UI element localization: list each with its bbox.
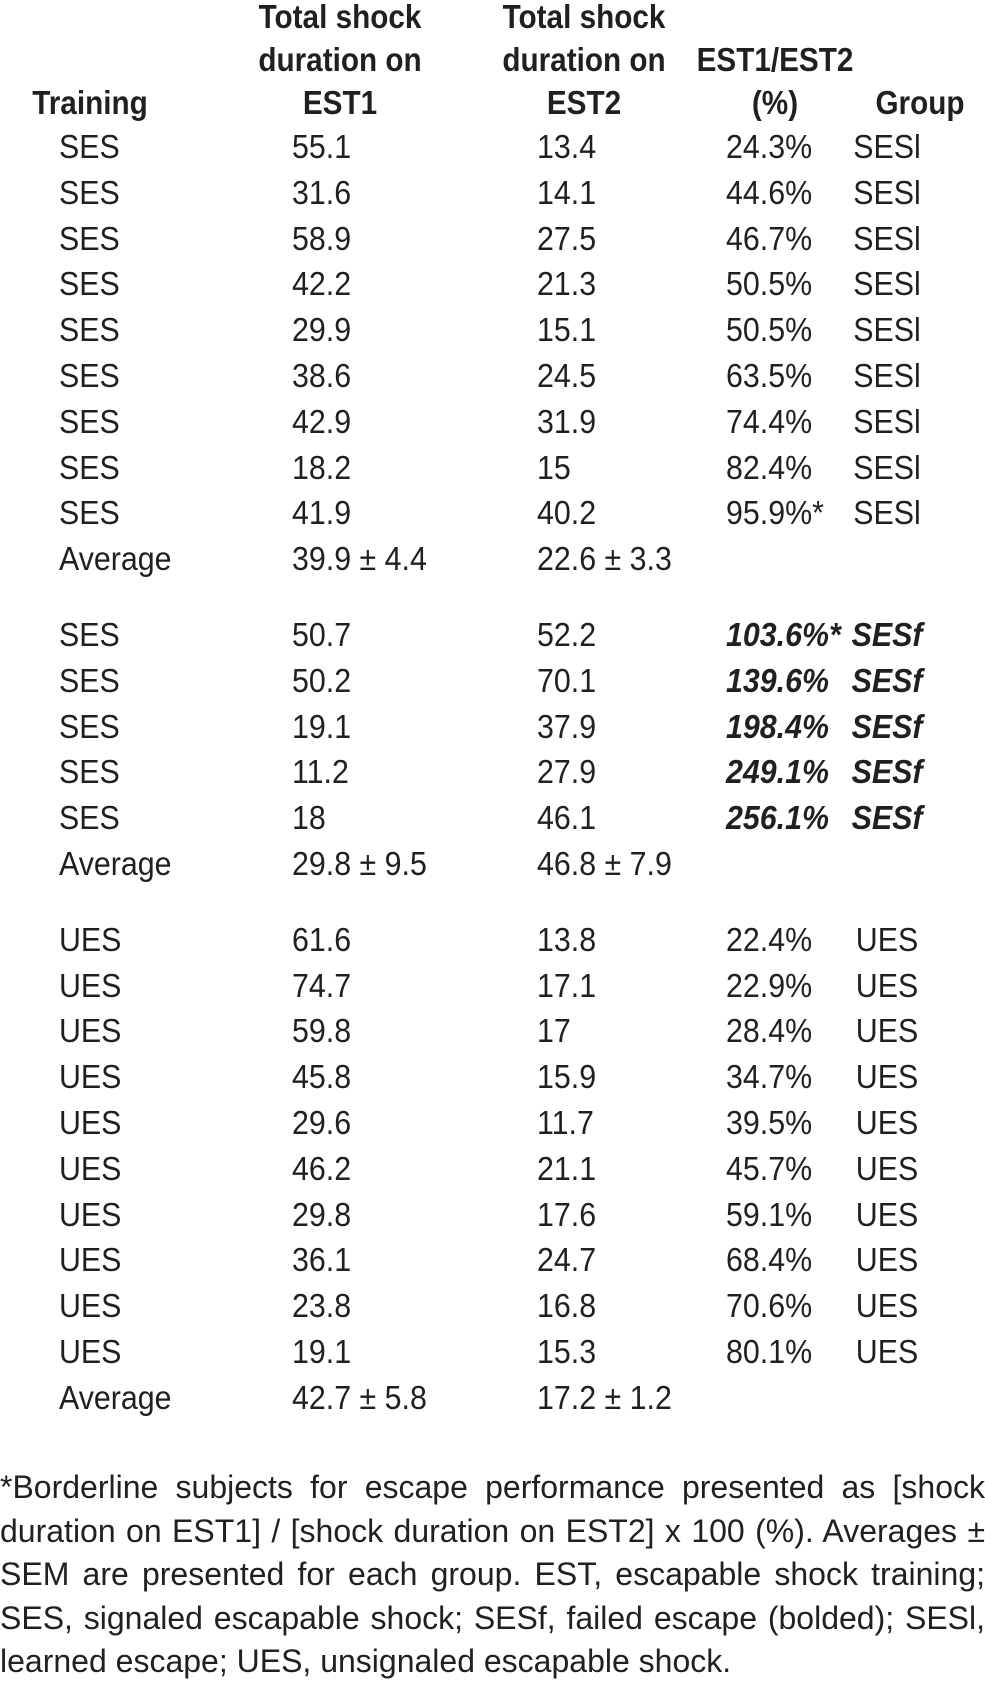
ratio-cell: 198.4% <box>726 707 829 745</box>
est1-cell: 58.9 <box>292 219 352 257</box>
est2-cell: 13.4 <box>537 128 597 165</box>
ratio-cell: 50.5% <box>726 265 813 303</box>
group-cell: UES <box>855 966 919 1004</box>
group-cell: SESf <box>851 799 923 837</box>
est2-cell: 52.2 <box>537 615 597 653</box>
header-group: Group <box>875 84 965 121</box>
est1-cell: 11.2 <box>292 753 349 791</box>
table-row <box>0 795 985 841</box>
est2-cell: 27.9 <box>537 753 597 791</box>
table-row <box>0 124 985 170</box>
group-cell: UES <box>855 1149 919 1187</box>
ratio-cell: 39.5% <box>726 1103 813 1141</box>
training-cell: UES <box>59 1287 122 1325</box>
average-est2: 22.6 ± 3.3 <box>537 540 672 578</box>
est1-cell: 61.6 <box>292 920 352 958</box>
table-row <box>0 307 985 353</box>
est1-cell: 41.9 <box>292 494 352 532</box>
table-row <box>0 216 985 262</box>
table-row <box>0 1283 985 1329</box>
section-gap <box>0 582 985 612</box>
group-cell: SESl <box>853 128 921 165</box>
table-row <box>0 1054 985 1100</box>
table-body <box>0 124 985 1421</box>
ratio-cell: 22.4% <box>726 920 813 958</box>
est2-cell: 31.9 <box>537 402 597 440</box>
training-cell: SES <box>59 615 120 653</box>
group-cell: SESf <box>851 753 923 791</box>
ratio-cell: 82.4% <box>726 448 813 486</box>
header-training: Training <box>32 84 148 121</box>
table-header <box>0 0 985 124</box>
ratio-cell: 63.5% <box>726 356 813 394</box>
training-cell: SES <box>59 753 120 791</box>
table-row <box>0 1237 985 1283</box>
group-cell: SESl <box>853 448 921 486</box>
training-cell: SES <box>59 661 120 699</box>
est2-cell: 24.5 <box>537 356 597 394</box>
est2-cell: 21.1 <box>537 1149 597 1187</box>
group-cell: SESl <box>853 265 921 303</box>
training-cell: SES <box>59 128 120 165</box>
training-cell: UES <box>59 920 122 958</box>
est2-cell: 13.8 <box>537 920 597 958</box>
average-label: Average <box>59 844 172 882</box>
est1-cell: 50.2 <box>292 661 352 699</box>
ratio-cell: 70.6% <box>726 1287 813 1325</box>
average-label: Average <box>59 540 172 578</box>
average-est1: 42.7 ± 5.8 <box>292 1378 427 1416</box>
group-cell: SESf <box>851 707 923 745</box>
est2-cell: 46.1 <box>537 799 597 837</box>
ratio-cell: 22.9% <box>726 966 813 1004</box>
est2-cell: 24.7 <box>537 1241 597 1279</box>
est1-cell: 18.2 <box>292 448 352 486</box>
est2-cell: 15.9 <box>537 1058 597 1096</box>
table-row <box>0 1192 985 1238</box>
header-ratio: EST1/EST2 (%) <box>696 41 854 121</box>
est1-cell: 23.8 <box>292 1287 352 1325</box>
est1-cell: 55.1 <box>292 128 352 165</box>
training-cell: SES <box>59 402 120 440</box>
table-row <box>0 658 985 704</box>
group-cell: UES <box>855 1058 919 1096</box>
header-est2: Total shock duration on EST2 <box>502 0 666 121</box>
ratio-cell: 80.1% <box>726 1332 813 1370</box>
group-cell: SESl <box>853 173 921 211</box>
group-cell: SESl <box>853 402 921 440</box>
average-label: Average <box>59 1378 172 1416</box>
est1-cell: 19.1 <box>292 707 352 745</box>
table-row <box>0 490 985 536</box>
training-cell: SES <box>59 494 120 532</box>
group-cell: UES <box>855 1103 919 1141</box>
ratio-cell: 249.1% <box>726 753 829 791</box>
group-cell: SESl <box>853 219 921 257</box>
group-cell: SESl <box>853 356 921 394</box>
training-cell: UES <box>59 1195 122 1233</box>
est2-cell: 70.1 <box>537 661 597 699</box>
average-row <box>0 841 985 887</box>
ratio-cell: 103.6%* <box>726 615 841 653</box>
table-row <box>0 749 985 795</box>
ratio-cell: 34.7% <box>726 1058 813 1096</box>
training-cell: UES <box>59 1012 122 1050</box>
ratio-cell: 50.5% <box>726 311 813 349</box>
group-cell: SESf <box>851 615 923 653</box>
table-row <box>0 170 985 216</box>
table-row <box>0 1329 985 1375</box>
est1-cell: 45.8 <box>292 1058 352 1096</box>
group-cell: SESl <box>853 311 921 349</box>
table-row <box>0 399 985 445</box>
training-cell: UES <box>59 1103 122 1141</box>
table-row <box>0 353 985 399</box>
est1-cell: 29.9 <box>292 311 352 349</box>
group-cell: UES <box>855 920 919 958</box>
table-row <box>0 1008 985 1054</box>
est1-cell: 42.2 <box>292 265 352 303</box>
est1-cell: 18 <box>292 799 326 837</box>
training-cell: SES <box>59 311 120 349</box>
training-cell: SES <box>59 173 120 211</box>
est2-cell: 37.9 <box>537 707 597 745</box>
est2-cell: 21.3 <box>537 265 597 303</box>
average-est1: 39.9 ± 4.4 <box>292 540 427 578</box>
ratio-cell: 44.6% <box>726 173 813 211</box>
average-est2: 17.2 ± 1.2 <box>537 1378 672 1416</box>
ratio-cell: 46.7% <box>726 219 813 257</box>
table-footnote: *Borderline subjects for escape performance presented as [shock duration on EST1] / [shock duration on EST2] x 100 (%). Averages ± SEM are presented for each group. EST, escapable shock training; SES, signaled escapable shock; SESf, failed escape (bolded); SESl, learned escape; UES, unsignaled escapable shock. <box>0 1469 985 1679</box>
ratio-cell: 59.1% <box>726 1195 813 1233</box>
table-row <box>0 445 985 491</box>
training-cell: SES <box>59 219 120 257</box>
est1-cell: 42.9 <box>292 402 352 440</box>
training-cell: SES <box>59 799 120 837</box>
average-est2: 46.8 ± 7.9 <box>537 844 672 882</box>
table-row <box>0 704 985 750</box>
group-cell: SESf <box>851 661 923 699</box>
ratio-cell: 139.6% <box>726 661 829 699</box>
training-cell: SES <box>59 707 120 745</box>
est1-cell: 38.6 <box>292 356 352 394</box>
est2-cell: 17 <box>537 1012 571 1050</box>
est2-cell: 14.1 <box>537 173 597 211</box>
training-cell: SES <box>59 265 120 303</box>
est1-cell: 36.1 <box>292 1241 352 1279</box>
group-cell: UES <box>855 1241 919 1279</box>
group-cell: UES <box>855 1332 919 1370</box>
est2-cell: 17.6 <box>537 1195 597 1233</box>
average-row <box>0 536 985 582</box>
ratio-cell: 95.9%* <box>726 494 824 532</box>
table-row <box>0 1100 985 1146</box>
est1-cell: 74.7 <box>292 966 352 1004</box>
ratio-cell: 28.4% <box>726 1012 813 1050</box>
est2-cell: 15 <box>537 448 571 486</box>
group-cell: UES <box>855 1287 919 1325</box>
est1-cell: 29.8 <box>292 1195 352 1233</box>
training-cell: UES <box>59 1058 122 1096</box>
est1-cell: 50.7 <box>292 615 352 653</box>
group-cell: UES <box>855 1012 919 1050</box>
training-cell: UES <box>59 1149 122 1187</box>
average-est1: 29.8 ± 9.5 <box>292 844 427 882</box>
ratio-cell: 45.7% <box>726 1149 813 1187</box>
table-row <box>0 612 985 658</box>
est1-cell: 59.8 <box>292 1012 352 1050</box>
est1-cell: 31.6 <box>292 173 352 211</box>
table-row <box>0 917 985 963</box>
est2-cell: 16.8 <box>537 1287 597 1325</box>
ratio-cell: 68.4% <box>726 1241 813 1279</box>
ratio-cell: 256.1% <box>726 799 829 837</box>
average-row <box>0 1375 985 1421</box>
est2-cell: 17.1 <box>537 966 597 1004</box>
table-row <box>0 1146 985 1192</box>
training-cell: UES <box>59 1241 122 1279</box>
est2-cell: 15.3 <box>537 1332 597 1370</box>
est2-cell: 40.2 <box>537 494 597 532</box>
ratio-cell: 24.3% <box>726 128 813 165</box>
est2-cell: 11.7 <box>537 1103 594 1141</box>
group-cell: UES <box>855 1195 919 1233</box>
est1-cell: 19.1 <box>292 1332 352 1370</box>
training-cell: UES <box>59 966 122 1004</box>
group-cell: SESl <box>853 494 921 532</box>
est2-cell: 27.5 <box>537 219 597 257</box>
table-row <box>0 963 985 1009</box>
section-gap <box>0 887 985 917</box>
table-row <box>0 261 985 307</box>
ratio-cell: 74.4% <box>726 402 813 440</box>
est1-cell: 46.2 <box>292 1149 352 1187</box>
training-cell: SES <box>59 356 120 394</box>
training-cell: UES <box>59 1332 122 1370</box>
training-cell: SES <box>59 448 120 486</box>
est1-cell: 29.6 <box>292 1103 352 1141</box>
header-est1: Total shock duration on EST1 <box>258 0 422 121</box>
est2-cell: 15.1 <box>537 311 597 349</box>
